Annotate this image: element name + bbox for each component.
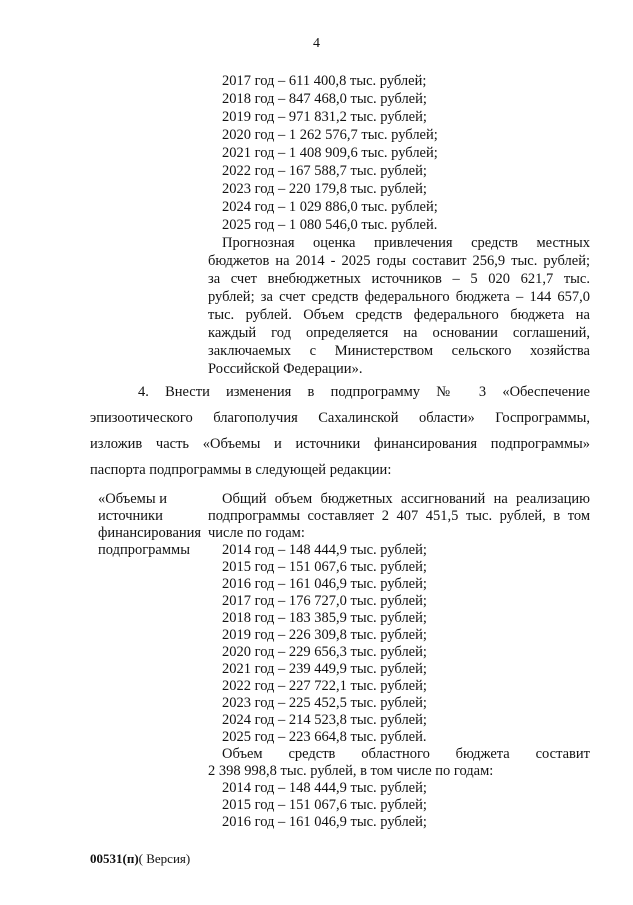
forecast-line: тыс. рублей. Объем средств федерального бюджета на xyxy=(208,307,590,323)
forecast-line: рублей; за счет средств федерального бюджета – 144 657,0 xyxy=(208,289,590,305)
year-line: 2017 год – 176 727,0 тыс. рублей; xyxy=(222,593,427,609)
forecast-line: бюджетов на 2014 - 2025 годы составит 256,9 тыс. рублей; xyxy=(208,253,590,269)
year-line: 2016 год – 161 046,9 тыс. рублей; xyxy=(222,814,427,830)
year-line: 2019 год – 226 309,8 тыс. рублей; xyxy=(222,627,427,643)
year-line: 2023 год – 225 452,5 тыс. рублей; xyxy=(222,695,427,711)
funding-label-line: подпрограммы xyxy=(98,542,190,558)
year-line: 2015 год – 151 067,6 тыс. рублей; xyxy=(222,797,427,813)
year-line: 2025 год – 1 080 546,0 тыс. рублей. xyxy=(222,217,438,233)
year-line: 2019 год – 971 831,2 тыс. рублей; xyxy=(222,109,427,125)
forecast-line: каждый год определяется на основании соглашений, xyxy=(208,325,590,341)
forecast-line: Прогнозная оценка привлечения средств местных xyxy=(222,235,590,251)
year-line: 2024 год – 1 029 886,0 тыс. рублей; xyxy=(222,199,438,215)
year-line: 2022 год – 227 722,1 тыс. рублей; xyxy=(222,678,427,694)
funding-label-line: финансирования xyxy=(98,525,202,541)
item4-line: изложив часть «Объемы и источники финансирования подпрограммы» xyxy=(90,436,590,452)
year-line: 2025 год – 223 664,8 тыс. рублей. xyxy=(222,729,427,745)
forecast-line: заключаемых с Министерством сельского хозяйства xyxy=(208,343,590,359)
year-line: 2021 год – 1 408 909,6 тыс. рублей; xyxy=(222,145,438,161)
document-footer xyxy=(90,851,190,867)
year-line: 2014 год – 148 444,9 тыс. рублей; xyxy=(222,780,427,796)
document-version: ( Версия) xyxy=(138,851,191,866)
year-line: 2017 год – 611 400,8 тыс. рублей; xyxy=(222,73,427,89)
total-line: Общий объем бюджетных ассигнований на реализацию xyxy=(222,491,590,507)
funding-label-line: «Объемы и xyxy=(98,491,167,507)
regional-line: Объем средств областного бюджета составит xyxy=(222,746,590,762)
year-line: 2024 год – 214 523,8 тыс. рублей; xyxy=(222,712,427,728)
year-line: 2023 год – 220 179,8 тыс. рублей; xyxy=(222,181,427,197)
page-number: 4 xyxy=(313,36,320,51)
item4-line: эпизоотического благополучия Сахалинской области» Госпрограммы, xyxy=(90,410,590,426)
item4-line: 4. Внести изменения в подпрограмму № 3 «Обеспечение xyxy=(138,384,590,400)
document-code: 00531(п) xyxy=(90,851,139,866)
total-line: подпрограммы составляет 2 407 451,5 тыс. рублей, в том xyxy=(208,508,590,524)
total-line: числе по годам: xyxy=(208,525,305,541)
year-line: 2018 год – 847 468,0 тыс. рублей; xyxy=(222,91,427,107)
year-line: 2022 год – 167 588,7 тыс. рублей; xyxy=(222,163,427,179)
year-line: 2020 год – 1 262 576,7 тыс. рублей; xyxy=(222,127,438,143)
year-line: 2018 год – 183 385,9 тыс. рублей; xyxy=(222,610,427,626)
regional-line: 2 398 998,8 тыс. рублей, в том числе по годам: xyxy=(208,763,494,779)
year-line: 2020 год – 229 656,3 тыс. рублей; xyxy=(222,644,427,660)
year-line: 2021 год – 239 449,9 тыс. рублей; xyxy=(222,661,427,677)
year-line: 2015 год – 151 067,6 тыс. рублей; xyxy=(222,559,427,575)
forecast-line: Российской Федерации». xyxy=(208,361,363,377)
item4-line: паспорта подпрограммы в следующей редакции: xyxy=(90,462,392,478)
funding-label-line: источники xyxy=(98,508,163,524)
year-line: 2016 год – 161 046,9 тыс. рублей; xyxy=(222,576,427,592)
forecast-line: за счет внебюджетных источников – 5 020 621,7 тыс. xyxy=(208,271,590,287)
year-line: 2014 год – 148 444,9 тыс. рублей; xyxy=(222,542,427,558)
